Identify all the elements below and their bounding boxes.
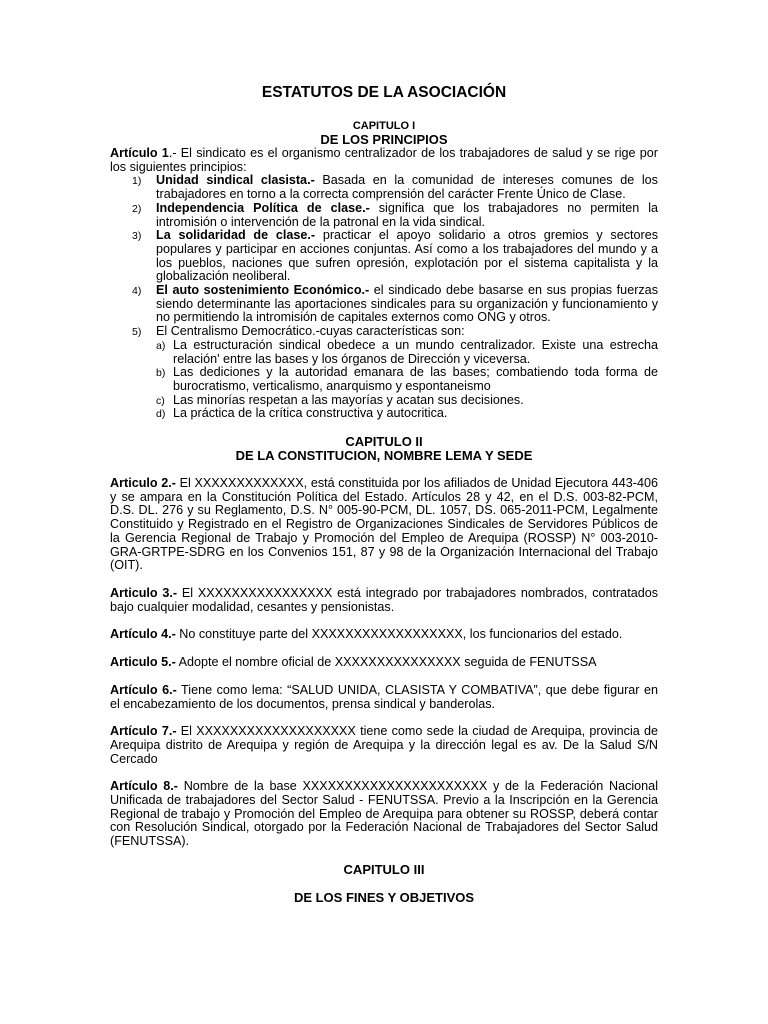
sub-list-item-letter: b) <box>156 367 166 380</box>
article-label: Artículo 6.- <box>110 682 177 697</box>
article-text: Adopte el nombre oficial de XXXXXXXXXXXXXXX seguida de FENUTSSA <box>175 655 597 670</box>
document-title: ESTATUTOS DE LA ASOCIACIÓN <box>261 84 507 101</box>
list-item-number: 5) <box>132 326 142 339</box>
list-item <box>110 174 658 201</box>
sub-list-item-letter: c) <box>156 394 165 407</box>
chapter-1-heading: DE LOS PRINCIPIOS <box>320 132 448 147</box>
article-6 <box>110 684 658 711</box>
spacer <box>110 614 658 628</box>
article-text: No constituye parte del XXXXXXXXXXXXXXXXXX, los funcionarios del estado. <box>175 627 623 642</box>
list-item-number: 2) <box>132 202 142 215</box>
chapter-3-label: CAPITULO III <box>343 861 425 877</box>
list-item <box>110 284 658 325</box>
article-text: El XXXXXXXXXXXXX, está constituida por los afiliados de Unidad Ejecutora 443-406 y se ampara en la Constitución Política del Estado. Artículos 28 y 42, en el D.S. 003-82-PCM, D.S. DL. 276 y su Reglamento, D.S. N° 005-90-PCM, DL. 1057, DS. 065-2011-PCM, Legalmente Constituido y Registrado en el Registro de Organizaciones Sindicales de Servidores Públicos de la Gerencia Regional de Trabajo y Promoción del Empleo de Arequipa (ROSSP) N° 003-2010-GRA-GRTPE-SDRG en los Convenios 151, 87 y 98 de la Organización Internacional del Trabajo (OIT). <box>110 476 658 573</box>
spacer <box>110 642 658 656</box>
spacer <box>110 463 658 477</box>
article-label: Articulo 2.- <box>110 476 176 491</box>
article-3 <box>110 587 658 614</box>
sub-list-item-letter: d) <box>156 408 166 421</box>
principles-list <box>110 174 658 421</box>
list-item-number: 4) <box>132 285 142 298</box>
list-item <box>110 202 658 229</box>
article-1-text: .- El sindicato es el organismo centralizador de los trabajadores de salud y se rige por los siguientes principios: <box>110 146 658 174</box>
list-item-text: el sindicado debe basarse en sus propias fuerzas siendo determinante las aportaciones sindicales para su organización y funcionamiento y no permitiendo la intromisión de capitales externos como ONG y otros. <box>156 283 658 325</box>
article-text: El XXXXXXXXXXXXXXXXXXX tiene como sede la ciudad de Arequipa, provincia de Arequipa distrito de Arequipa y región de Arequipa y la dirección legal es av. De la Salud S/N Cercado <box>110 724 658 766</box>
spacer <box>110 573 658 587</box>
list-item-title: Unidad sindical clasista.- <box>156 173 315 188</box>
spacer <box>110 670 658 684</box>
article-label: Artículo 7.- <box>110 724 177 739</box>
article-8 <box>110 780 658 849</box>
chapter-2-label: CAPITULO II <box>345 434 423 450</box>
article-text: Tiene como lema: “SALUD UNIDA, CLASISTA Y COMBATIVA”, que debe figurar en el encabezamiento de los documentos, prensa sindical y banderolas. <box>110 682 658 711</box>
sub-list-item <box>156 394 658 408</box>
sub-list-item-letter: a) <box>156 339 166 352</box>
article-text: El XXXXXXXXXXXXXXXX está integrado por trabajadores nombrados, contratados bajo cualquier modalidad, cesantes y pensionistas. <box>110 585 658 614</box>
list-item <box>110 229 658 284</box>
list-item-text: El Centralismo Democrático.-cuyas características son: <box>156 324 465 339</box>
article-1-label: Artículo 1 <box>110 146 169 160</box>
article-4 <box>110 628 658 642</box>
sub-list-item-text: La práctica de la crítica constructiva y autocritica. <box>173 406 448 421</box>
article-1 <box>110 147 658 174</box>
spacer <box>110 421 658 435</box>
list-item-text: Basada en la comunidad de intereses comunes de los trabajadores en torno a la correcta comprensión del carácter Frente Único de Clase. <box>156 173 658 202</box>
list-item-title: Independencia Política de clase.- <box>156 200 370 215</box>
spacer <box>110 766 658 780</box>
list-item-number: 3) <box>132 230 142 243</box>
spacer <box>110 877 658 891</box>
article-label: Artículo 8.- <box>110 779 178 794</box>
article-7 <box>110 725 658 766</box>
sub-list-item-text: Las minorías respetan a las mayorías y acatan sus decisiones. <box>173 392 524 407</box>
list-item-number: 1) <box>132 175 142 188</box>
sub-list <box>156 339 658 421</box>
spacer <box>110 711 658 725</box>
sub-list-item <box>156 366 658 393</box>
list-item-text: practicar el apoyo solidario a otros gremios y sectores populares y participar en acciones conjuntas. Así como a los trabajadores del mundo y a los pueblos, naciones que sufren opresión, explotación por el sistema capitalista y la globalización neoliberal. <box>156 228 659 284</box>
article-text: Nombre de la base XXXXXXXXXXXXXXXXXXXXXX y de la Federación Nacional Unificada de trabajadores del Sector Salud - FENUTSSA. Previo a la Inscripción en la Gerencia Regional de trabajo y Promoción del Empleo de Arequipa para obtener su ROSSP, deberá contar con Resolución Sindical, otorgado por la Federación Nacional de Trabajadores del Sector Salud (FENUTSSA). <box>110 779 658 849</box>
spacer <box>110 849 658 863</box>
article-label: Artículo 4.- <box>110 627 176 642</box>
list-item <box>110 325 658 421</box>
list-item-title: La solidaridad de clase.- <box>156 228 316 243</box>
article-label: Articulo 5.- <box>110 655 176 670</box>
article-label: Articulo 3.- <box>110 585 178 600</box>
article-5 <box>110 656 658 670</box>
sub-list-item <box>156 407 658 421</box>
sub-list-item <box>156 339 658 366</box>
sub-list-item-text: Las dediciones y la autoridad emanara de las bases; combatiendo toda forma de burocratismo, verticalismo, anarquismo y espontaneismo <box>173 365 658 393</box>
chapter-3-heading: DE LOS FINES Y OBJETIVOS <box>293 889 475 905</box>
list-item-text: significa que los trabajadores no permiten la intromisión o intervención de la patronal en la vida sindical. <box>156 200 658 229</box>
chapter-1-label: CAPITULO I <box>352 120 416 132</box>
article-2 <box>110 477 658 573</box>
chapter-2-heading: DE LA CONSTITUCION, NOMBRE LEMA Y SEDE <box>235 448 533 464</box>
sub-list-item-text: La estructuración sindical obedece a un mundo centralizador. Existe una estrecha relación' entre las bases y los órganos de Dirección y viceversa. <box>173 337 658 366</box>
list-item-title: El auto sostenimiento Económico.- <box>156 283 370 298</box>
